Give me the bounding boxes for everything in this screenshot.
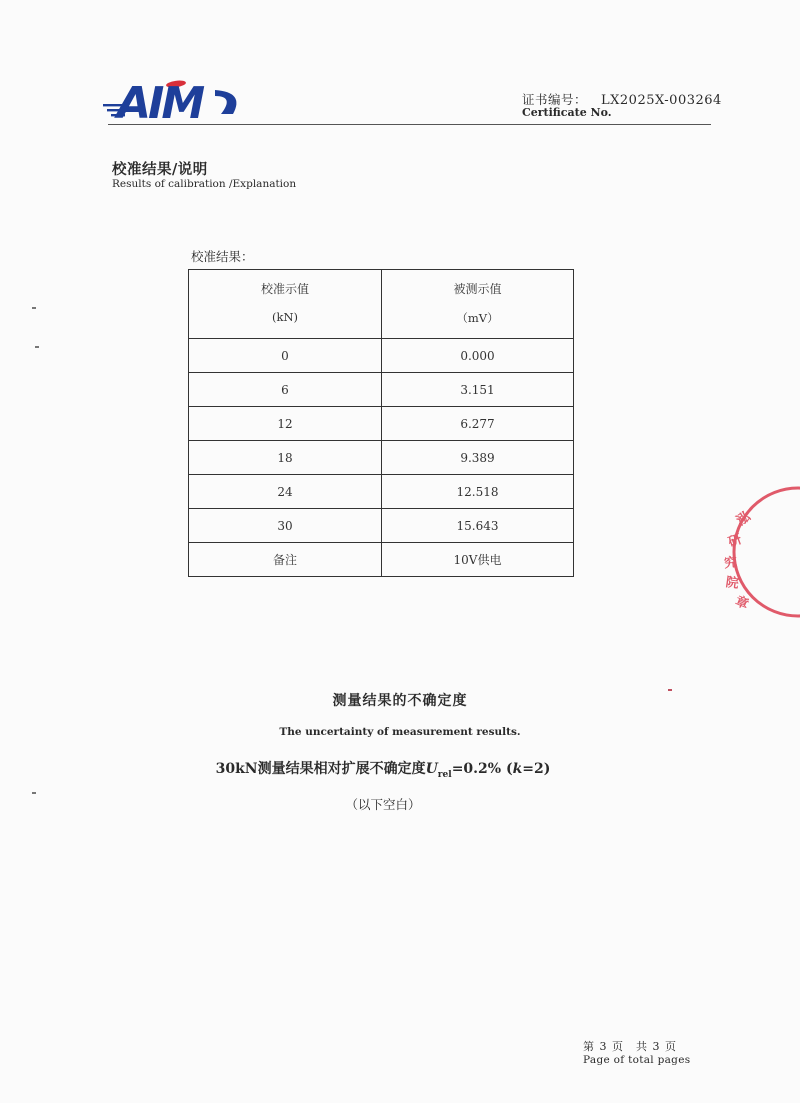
column-header <box>189 270 382 339</box>
scan-speck <box>32 792 36 794</box>
table-cell: 12 <box>189 407 382 441</box>
uncertainty-symbol: U <box>425 761 438 777</box>
uncertainty-title-cn: 测量结果的不确定度 <box>332 693 468 709</box>
table-cell: 30 <box>189 509 382 543</box>
section-title-cn: 校准结果/说明 <box>112 161 208 178</box>
seal-char: 章 <box>732 593 751 613</box>
uncertainty-value: =0.2% <box>451 761 502 777</box>
table-header-row <box>189 270 574 339</box>
blank-below-note: （以下空白） <box>345 797 421 812</box>
table-cell: 0.000 <box>382 339 574 373</box>
logo-text: AIM <box>117 78 203 124</box>
table-row <box>189 475 574 509</box>
uncertainty-subscript: rel <box>437 769 452 780</box>
certificate-label-cn: 证书编号： <box>522 92 588 107</box>
uncertainty-title-en: The uncertainty of measurement results. <box>279 726 521 738</box>
table-row <box>189 339 574 373</box>
column-header-unit: (kN) <box>271 310 298 324</box>
column-header <box>382 270 574 339</box>
table-cell: 备注 <box>189 543 382 577</box>
page-number-cn: 第 3 页 共 3 页 <box>583 1040 677 1053</box>
coverage-open: ( <box>501 761 513 777</box>
scan-speck <box>668 689 672 691</box>
table-cell: 3.151 <box>382 373 574 407</box>
table-row <box>189 373 574 407</box>
seal-char: 院 <box>724 575 740 592</box>
column-header-name: 被测示值 <box>453 282 502 296</box>
table-cell: 10V供电 <box>382 543 574 577</box>
table-row <box>189 407 574 441</box>
table-row <box>189 509 574 543</box>
statement-prefix: 30kN测量结果相对扩展不确定度 <box>215 761 426 777</box>
table-cell: 9.389 <box>382 441 574 475</box>
coverage-symbol: k <box>512 761 523 777</box>
section-title-en: Results of calibration /Explanation <box>112 178 297 190</box>
header-divider <box>108 124 711 125</box>
table-cell: 24 <box>189 475 382 509</box>
seal-char: 研 <box>726 532 744 551</box>
uncertainty-statement <box>0 758 766 780</box>
page-number-en: Page of total pages <box>583 1054 691 1066</box>
column-header-name: 校准示值 <box>260 282 309 296</box>
column-header-unit: （mV） <box>456 311 499 325</box>
seal-char: 泓 <box>734 509 754 530</box>
red-seal-stamp <box>720 486 800 626</box>
table-cell: 0 <box>189 339 382 373</box>
table-cell: 12.518 <box>382 475 574 509</box>
table-cell: 15.643 <box>382 509 574 543</box>
scan-speck <box>35 346 39 348</box>
table-row <box>189 441 574 475</box>
scan-speck <box>32 307 36 309</box>
certificate-number: LX2025X-003264 <box>601 93 722 108</box>
table-cell: 18 <box>189 441 382 475</box>
seal-char: 究 <box>723 555 738 572</box>
certificate-label-en: Certificate No. <box>522 106 612 119</box>
results-label: 校准结果： <box>191 249 254 264</box>
results-table <box>188 269 574 577</box>
table-cell: 6 <box>189 373 382 407</box>
aim-logo <box>103 74 245 124</box>
table-row-remarks <box>189 543 574 577</box>
table-cell: 6.277 <box>382 407 574 441</box>
coverage-value: =2) <box>522 761 551 777</box>
